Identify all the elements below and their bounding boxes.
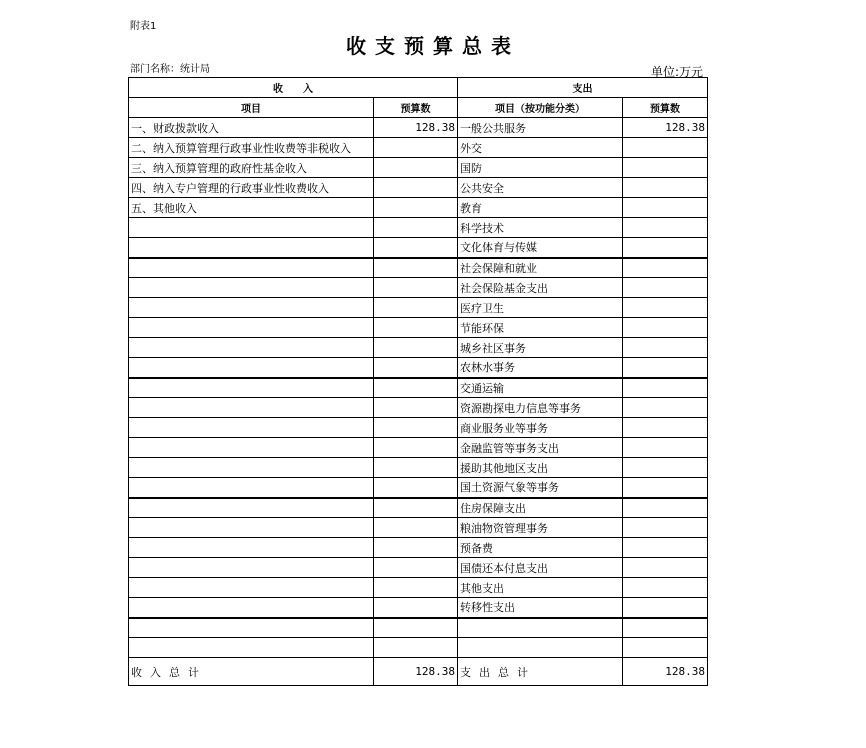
expense-item-cell: 一般公共服务 bbox=[458, 118, 623, 138]
expense-amount-cell bbox=[623, 538, 708, 558]
income-amount-cell bbox=[374, 578, 458, 598]
income-amount-cell bbox=[374, 558, 458, 578]
income-amount-cell bbox=[374, 318, 458, 338]
table-row bbox=[129, 458, 708, 478]
income-amount-cell bbox=[374, 258, 458, 278]
budget-table bbox=[128, 77, 708, 686]
income-amount-cell bbox=[374, 498, 458, 518]
income-total-amount: 128.38 bbox=[374, 658, 458, 686]
expense-total-amount: 128.38 bbox=[623, 658, 708, 686]
expense-total-label: 支出总计 bbox=[458, 658, 623, 686]
income-item-cell: 一、财政拨款收入 bbox=[129, 118, 374, 138]
expense-item-cell: 金融监管等事务支出 bbox=[458, 438, 623, 458]
income-item-cell bbox=[129, 418, 374, 438]
income-item-cell bbox=[129, 318, 374, 338]
table-row bbox=[129, 298, 708, 318]
income-amount-cell bbox=[374, 458, 458, 478]
income-amount-cell bbox=[374, 218, 458, 238]
income-item-header: 项目 bbox=[129, 98, 374, 118]
income-amount-cell bbox=[374, 518, 458, 538]
income-item-cell bbox=[129, 438, 374, 458]
table-row bbox=[129, 218, 708, 238]
total-row bbox=[129, 658, 708, 686]
expense-item-cell: 城乡社区事务 bbox=[458, 338, 623, 358]
expense-amount-cell: 128.38 bbox=[623, 118, 708, 138]
expense-amount-cell bbox=[623, 298, 708, 318]
table-row bbox=[129, 498, 708, 518]
expense-amount-cell bbox=[623, 178, 708, 198]
expense-amount-cell bbox=[623, 498, 708, 518]
table-row bbox=[129, 138, 708, 158]
table-row bbox=[129, 158, 708, 178]
expense-amount-cell bbox=[623, 638, 708, 658]
income-item-cell bbox=[129, 258, 374, 278]
expense-amount-cell bbox=[623, 558, 708, 578]
expense-item-cell: 住房保障支出 bbox=[458, 498, 623, 518]
expense-amount-cell bbox=[623, 398, 708, 418]
income-item-cell: 三、纳入预算管理的政府性基金收入 bbox=[129, 158, 374, 178]
expense-item-cell: 预备费 bbox=[458, 538, 623, 558]
income-item-cell bbox=[129, 578, 374, 598]
expense-amount-cell bbox=[623, 518, 708, 538]
income-amount-cell bbox=[374, 438, 458, 458]
expense-amount-cell bbox=[623, 478, 708, 498]
table-row bbox=[129, 398, 708, 418]
expense-item-cell: 文化体育与传媒 bbox=[458, 238, 623, 258]
table-row bbox=[129, 318, 708, 338]
expense-item-cell: 教育 bbox=[458, 198, 623, 218]
expense-item-cell: 援助其他地区支出 bbox=[458, 458, 623, 478]
expense-item-cell: 国债还本付息支出 bbox=[458, 558, 623, 578]
income-amount-cell bbox=[374, 298, 458, 318]
table-row bbox=[129, 378, 708, 398]
expense-amount-cell bbox=[623, 418, 708, 438]
table-row bbox=[129, 118, 708, 138]
table-row bbox=[129, 278, 708, 298]
income-amount-cell bbox=[374, 178, 458, 198]
expense-amount-cell bbox=[623, 578, 708, 598]
income-item-cell: 二、纳入预算管理行政事业性收费等非税收入 bbox=[129, 138, 374, 158]
income-item-cell bbox=[129, 238, 374, 258]
table-row bbox=[129, 238, 708, 258]
page-title: 收支预算总表 bbox=[346, 34, 520, 58]
income-amount-cell bbox=[374, 398, 458, 418]
table-row bbox=[129, 418, 708, 438]
expense-amount-header: 预算数 bbox=[623, 98, 708, 118]
expense-item-cell: 商业服务业等事务 bbox=[458, 418, 623, 438]
expense-amount-cell bbox=[623, 238, 708, 258]
table-row bbox=[129, 618, 708, 638]
expense-amount-cell bbox=[623, 618, 708, 638]
income-amount-cell bbox=[374, 198, 458, 218]
expense-amount-cell bbox=[623, 218, 708, 238]
expense-amount-cell bbox=[623, 598, 708, 618]
income-amount-cell bbox=[374, 598, 458, 618]
expense-item-cell: 社会保险基金支出 bbox=[458, 278, 623, 298]
expense-amount-cell bbox=[623, 318, 708, 338]
expense-item-cell: 社会保障和就业 bbox=[458, 258, 623, 278]
income-item-cell bbox=[129, 278, 374, 298]
income-amount-header: 预算数 bbox=[374, 98, 458, 118]
expense-item-cell: 国防 bbox=[458, 158, 623, 178]
table-row bbox=[129, 578, 708, 598]
income-amount-cell bbox=[374, 618, 458, 638]
expense-item-cell: 粮油物资管理事务 bbox=[458, 518, 623, 538]
expense-item-cell: 资源勘探电力信息等事务 bbox=[458, 398, 623, 418]
expense-item-cell bbox=[458, 638, 623, 658]
income-amount-cell bbox=[374, 638, 458, 658]
income-item-cell bbox=[129, 398, 374, 418]
income-amount-cell bbox=[374, 238, 458, 258]
income-item-cell: 五、其他收入 bbox=[129, 198, 374, 218]
income-amount-cell bbox=[374, 538, 458, 558]
income-amount-cell bbox=[374, 378, 458, 398]
income-item-cell bbox=[129, 358, 374, 378]
income-amount-cell bbox=[374, 278, 458, 298]
unit-label: 单位:万元 bbox=[651, 65, 704, 79]
expense-item-cell: 公共安全 bbox=[458, 178, 623, 198]
expense-amount-cell bbox=[623, 158, 708, 178]
income-item-cell bbox=[129, 558, 374, 578]
table-row bbox=[129, 538, 708, 558]
expense-item-cell: 科学技术 bbox=[458, 218, 623, 238]
column-header-row bbox=[129, 98, 708, 118]
income-item-cell bbox=[129, 218, 374, 238]
table-row bbox=[129, 478, 708, 498]
income-total-label: 收入总计 bbox=[129, 658, 374, 686]
expense-amount-cell bbox=[623, 378, 708, 398]
expense-item-cell bbox=[458, 618, 623, 638]
expense-item-cell: 农林水事务 bbox=[458, 358, 623, 378]
table-row bbox=[129, 518, 708, 538]
department-name: 部门名称：统计局 bbox=[130, 64, 210, 75]
income-item-cell bbox=[129, 298, 374, 318]
income-amount-cell: 128.38 bbox=[374, 118, 458, 138]
income-item-cell bbox=[129, 538, 374, 558]
income-item-cell bbox=[129, 338, 374, 358]
table-row bbox=[129, 598, 708, 618]
expense-item-cell: 节能环保 bbox=[458, 318, 623, 338]
expense-amount-cell bbox=[623, 438, 708, 458]
expense-amount-cell bbox=[623, 458, 708, 478]
income-amount-cell bbox=[374, 478, 458, 498]
table-row bbox=[129, 438, 708, 458]
expense-amount-cell bbox=[623, 258, 708, 278]
expense-item-cell: 外交 bbox=[458, 138, 623, 158]
expense-amount-cell bbox=[623, 358, 708, 378]
table-row bbox=[129, 358, 708, 378]
income-item-cell bbox=[129, 638, 374, 658]
expense-amount-cell bbox=[623, 198, 708, 218]
income-item-cell bbox=[129, 518, 374, 538]
expense-amount-cell bbox=[623, 338, 708, 358]
table-row bbox=[129, 178, 708, 198]
table-row bbox=[129, 638, 708, 658]
income-item-cell bbox=[129, 458, 374, 478]
table-row bbox=[129, 338, 708, 358]
expense-section-header: 支出 bbox=[458, 78, 708, 98]
income-amount-cell bbox=[374, 358, 458, 378]
income-amount-cell bbox=[374, 418, 458, 438]
income-amount-cell bbox=[374, 158, 458, 178]
income-item-cell bbox=[129, 598, 374, 618]
expense-item-cell: 其他支出 bbox=[458, 578, 623, 598]
appendix-label: 附表1 bbox=[130, 21, 157, 32]
income-amount-cell bbox=[374, 338, 458, 358]
expense-amount-cell bbox=[623, 278, 708, 298]
expense-item-cell: 转移性支出 bbox=[458, 598, 623, 618]
expense-item-cell: 医疗卫生 bbox=[458, 298, 623, 318]
expense-amount-cell bbox=[623, 138, 708, 158]
income-section-header: 收 入 bbox=[129, 78, 458, 98]
expense-item-header: 项目（按功能分类） bbox=[458, 98, 623, 118]
expense-item-cell: 国土资源气象等事务 bbox=[458, 478, 623, 498]
table-row bbox=[129, 558, 708, 578]
income-amount-cell bbox=[374, 138, 458, 158]
income-item-cell: 四、纳入专户管理的行政事业性收费收入 bbox=[129, 178, 374, 198]
income-item-cell bbox=[129, 478, 374, 498]
section-header-row bbox=[129, 78, 708, 98]
income-item-cell bbox=[129, 618, 374, 638]
income-item-cell bbox=[129, 378, 374, 398]
table-row bbox=[129, 258, 708, 278]
income-item-cell bbox=[129, 498, 374, 518]
table-row bbox=[129, 198, 708, 218]
expense-item-cell: 交通运输 bbox=[458, 378, 623, 398]
